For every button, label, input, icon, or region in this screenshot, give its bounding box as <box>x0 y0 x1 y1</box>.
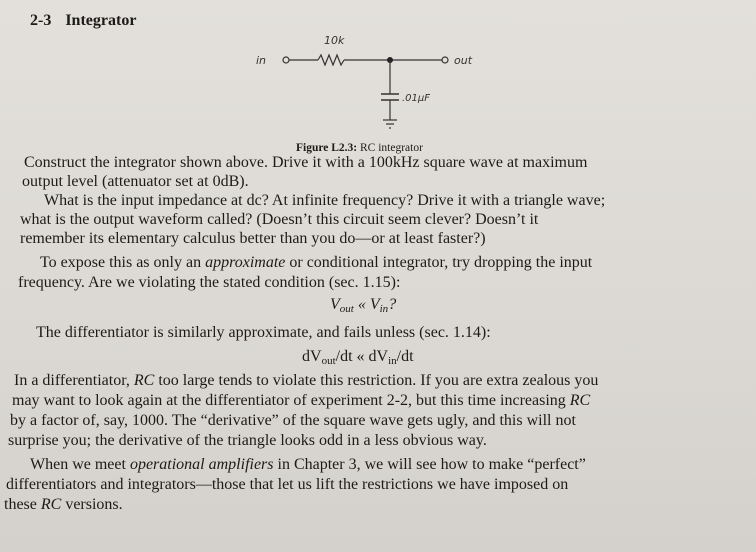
eq2-dv-out: dV <box>302 348 322 365</box>
paragraph-1-line-1: Construct the integrator shown above. Drive it with a 100kHz square wave at maximum <box>24 154 588 171</box>
eq2-middle: /dt « dV <box>335 348 389 365</box>
p6-line3-rc: RC <box>40 496 62 513</box>
p6-text-a: When we meet <box>30 456 130 473</box>
input-terminal <box>283 57 289 63</box>
p6-emphasis: operational amplifiers <box>129 456 274 473</box>
resistor-symbol <box>318 55 344 65</box>
section-number: 2-3 <box>30 12 52 29</box>
p5-text-a: In a differentiator, <box>14 372 134 389</box>
eq1-v-out: V <box>330 296 340 313</box>
figure-caption <box>296 142 423 154</box>
paragraph-2-line-3: remember its elementary calculus better than you do—or at least faster?) <box>20 230 486 247</box>
equation-2 <box>302 348 414 366</box>
p6-line3-a: these <box>4 496 41 513</box>
eq1-sub-in: in <box>379 303 389 315</box>
equation-1 <box>330 296 396 314</box>
eq2-sub-in: in <box>388 355 397 367</box>
p6-line3-b: versions. <box>61 496 123 513</box>
paragraph-5-line-3: by a factor of, say, 1000. The “derivative” of the square wave gets ugly, and this will not <box>10 412 576 429</box>
eq2-sub-out: out <box>321 355 336 367</box>
eq1-sub-out: out <box>339 303 354 315</box>
input-label: in <box>256 54 267 67</box>
p3-emphasis: approximate <box>205 254 286 271</box>
p3-text-a: To expose this as only an <box>40 254 206 271</box>
rc-integrator-schematic <box>240 30 500 142</box>
section-title: Integrator <box>65 12 137 29</box>
paragraph-3-line-1 <box>40 254 592 272</box>
paragraph-6-line-2: differentiators and integrators—those that let us lift the restrictions we have imposed on <box>6 476 569 493</box>
figure-caption-text: RC integrator <box>357 142 423 154</box>
eq1-relation: « <box>353 296 370 313</box>
paragraph-2-line-2: what is the output waveform called? (Doesn’t this circuit seem clever? Doesn’t it <box>20 211 539 228</box>
paragraph-5-line-4: surprise you; the derivative of the triangle looks odd in a less obvious way. <box>8 432 487 449</box>
p5-line2-text: may want to look again at the differentiator of experiment 2-2, but this time increasing <box>12 392 570 409</box>
paragraph-1-line-2: output level (attenuator set at 0dB). <box>22 173 249 190</box>
p5-line2-rc: RC <box>569 392 591 409</box>
p5-text-b: too large tends to violate this restriction. If you are extra zealous you <box>154 372 599 389</box>
section-heading <box>30 12 136 30</box>
paragraph-2-line-1: What is the input impedance at dc? At infinite frequency? Drive it with a triangle wave; <box>44 192 606 209</box>
figure-caption-number: Figure L2.3: <box>296 142 358 154</box>
eq1-tail: ? <box>388 296 397 313</box>
p5-rc: RC <box>133 372 155 389</box>
paragraph-4: The differentiator is similarly approximate, and fails unless (sec. 1.14): <box>36 324 491 341</box>
paragraph-5-line-2 <box>12 392 590 410</box>
resistor-label: 10k <box>324 34 345 47</box>
eq1-v-in: V <box>369 296 380 313</box>
output-terminal <box>442 57 448 63</box>
capacitor-label: .01μF <box>402 93 431 104</box>
output-label: out <box>454 54 473 67</box>
p3-text-b: or conditional integrator, try dropping the input <box>285 254 593 271</box>
paragraph-6-line-3 <box>4 496 123 514</box>
paragraph-5-line-1 <box>14 372 598 390</box>
p6-text-b: in Chapter 3, we will see how to make “perfect” <box>273 456 586 473</box>
paragraph-6-line-1 <box>30 456 586 474</box>
paragraph-3-line-2: frequency. Are we violating the stated condition (sec. 1.15): <box>18 274 401 291</box>
eq2-tail: /dt <box>396 348 414 365</box>
